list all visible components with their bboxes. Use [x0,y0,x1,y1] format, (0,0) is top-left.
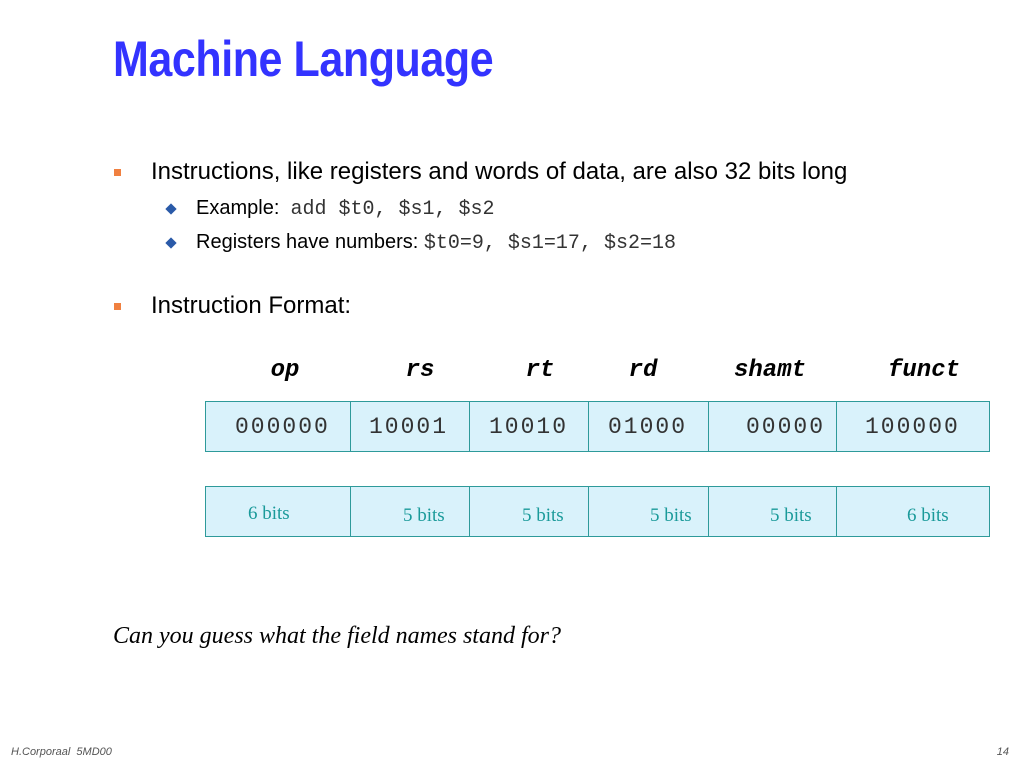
example-code: add $t0, $s1, $s2 [290,198,495,221]
op-binary-cell: 000000 [206,402,351,451]
separator: , [483,232,508,255]
rd-bits-cell: 5 bits [589,487,709,536]
square-bullet-icon [114,169,121,176]
question-text: Can you guess what the field names stand for? [113,623,561,649]
bullet-text: Instruction Format: [151,292,352,319]
registers-label: Registers have numbers: [196,231,419,253]
rs-binary-cell: 10001 [351,402,470,451]
binary-encoding-row [205,401,990,452]
example-label: Example: [196,197,280,219]
register-t0-number: $t0=9 [423,232,484,255]
rt-binary-cell: 10010 [470,402,589,451]
sub-bullet-content [196,231,676,255]
field-name-op: op [270,357,300,384]
field-name-funct: funct [887,357,960,384]
field-name-rd: rd [628,357,658,384]
field-names-row [0,357,1024,387]
square-bullet-icon [114,303,121,310]
field-name-rt: rt [525,357,555,384]
field-name-shamt: shamt [733,357,806,384]
sub-bullet-content [196,197,495,221]
funct-binary-cell: 100000 [865,414,960,440]
register-s1-number: $s1=17 [507,232,580,255]
shamt-bits-cell: 5 bits [709,487,837,536]
register-s2-number: $s2=18 [603,232,676,255]
rs-bits-cell: 5 bits [351,487,470,536]
bit-width-row [205,486,990,537]
page-number: 14 [996,746,1009,758]
diamond-bullet-icon [165,203,176,214]
separator: , [579,232,604,255]
rd-binary-cell: 01000 [589,402,709,451]
field-name-rs: rs [405,357,435,384]
footer-author: H.Corporaal 5MD00 [11,746,112,758]
rt-bits-cell: 5 bits [470,487,589,536]
slide-title: Machine Language [113,31,494,87]
bullet-text: Instructions, like registers and words of data, are also 32 bits long [151,158,848,185]
diamond-bullet-icon [165,237,176,248]
shamt-binary-cell: 00000 [709,402,837,451]
op-bits-cell: 6 bits [206,487,351,536]
funct-bits-cell: 6 bits [907,505,949,526]
